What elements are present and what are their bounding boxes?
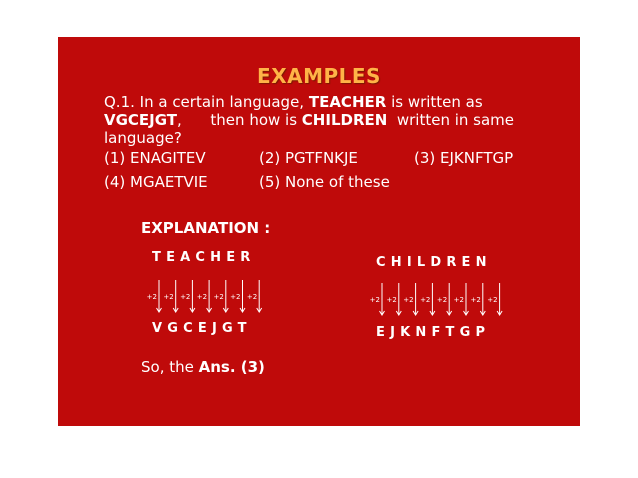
- question-word-children: CHILDREN: [301, 111, 388, 129]
- shift-label: +2: [196, 293, 208, 301]
- shift-label: +2: [453, 296, 464, 304]
- example1-shift-arrows: [147, 280, 262, 312]
- shift-label: +2: [369, 296, 380, 304]
- option-3: (3) EJKNFTGP: [414, 149, 514, 167]
- question-mid2: , then how is: [177, 111, 302, 129]
- shift-label: +2: [213, 293, 224, 301]
- shift-label: +2: [420, 296, 431, 304]
- option-5: (5) None of these: [259, 173, 390, 191]
- example-slide: [58, 37, 580, 426]
- shift-label: +2: [246, 293, 258, 301]
- option-4: (4) MGAETVIE: [104, 173, 208, 191]
- explanation-heading: EXPLANATION :: [141, 219, 271, 237]
- shift-label: +2: [163, 293, 174, 301]
- example1-coded: VGCEJGT: [152, 321, 252, 336]
- shift-label: +2: [436, 296, 448, 304]
- option-1: (1) ENAGITEV: [104, 149, 206, 167]
- shift-label: +2: [180, 293, 191, 301]
- shift-diagram: [58, 37, 580, 426]
- answer-line: [141, 358, 265, 376]
- example2-word: CHILDREN: [376, 255, 492, 270]
- shift-label: +2: [386, 296, 397, 304]
- answer-prefix: So, the: [141, 358, 199, 376]
- shift-label: +2: [470, 296, 481, 304]
- option-2: (2) PGTFNKJE: [259, 149, 358, 167]
- question-word-teacher: TEACHER: [308, 93, 387, 111]
- example2-coded: EJKNFTGP: [376, 325, 491, 340]
- question-mid1: is written as: [386, 93, 483, 111]
- question-prefix: Q.1. In a certain language,: [104, 93, 309, 111]
- shift-label: +2: [403, 296, 414, 304]
- question-code-teacher: VGCEJGT: [104, 111, 178, 129]
- example1-word: TEACHER: [152, 250, 256, 265]
- shift-label: +2: [230, 293, 241, 301]
- question-suffix: written in same language?: [104, 111, 519, 147]
- answer-value: Ans. (3): [198, 358, 265, 376]
- shift-label: +2: [146, 293, 157, 301]
- slide-title: EXAMPLES: [257, 64, 381, 88]
- example2-shift-arrows: [370, 283, 502, 315]
- shift-label: +2: [487, 296, 498, 304]
